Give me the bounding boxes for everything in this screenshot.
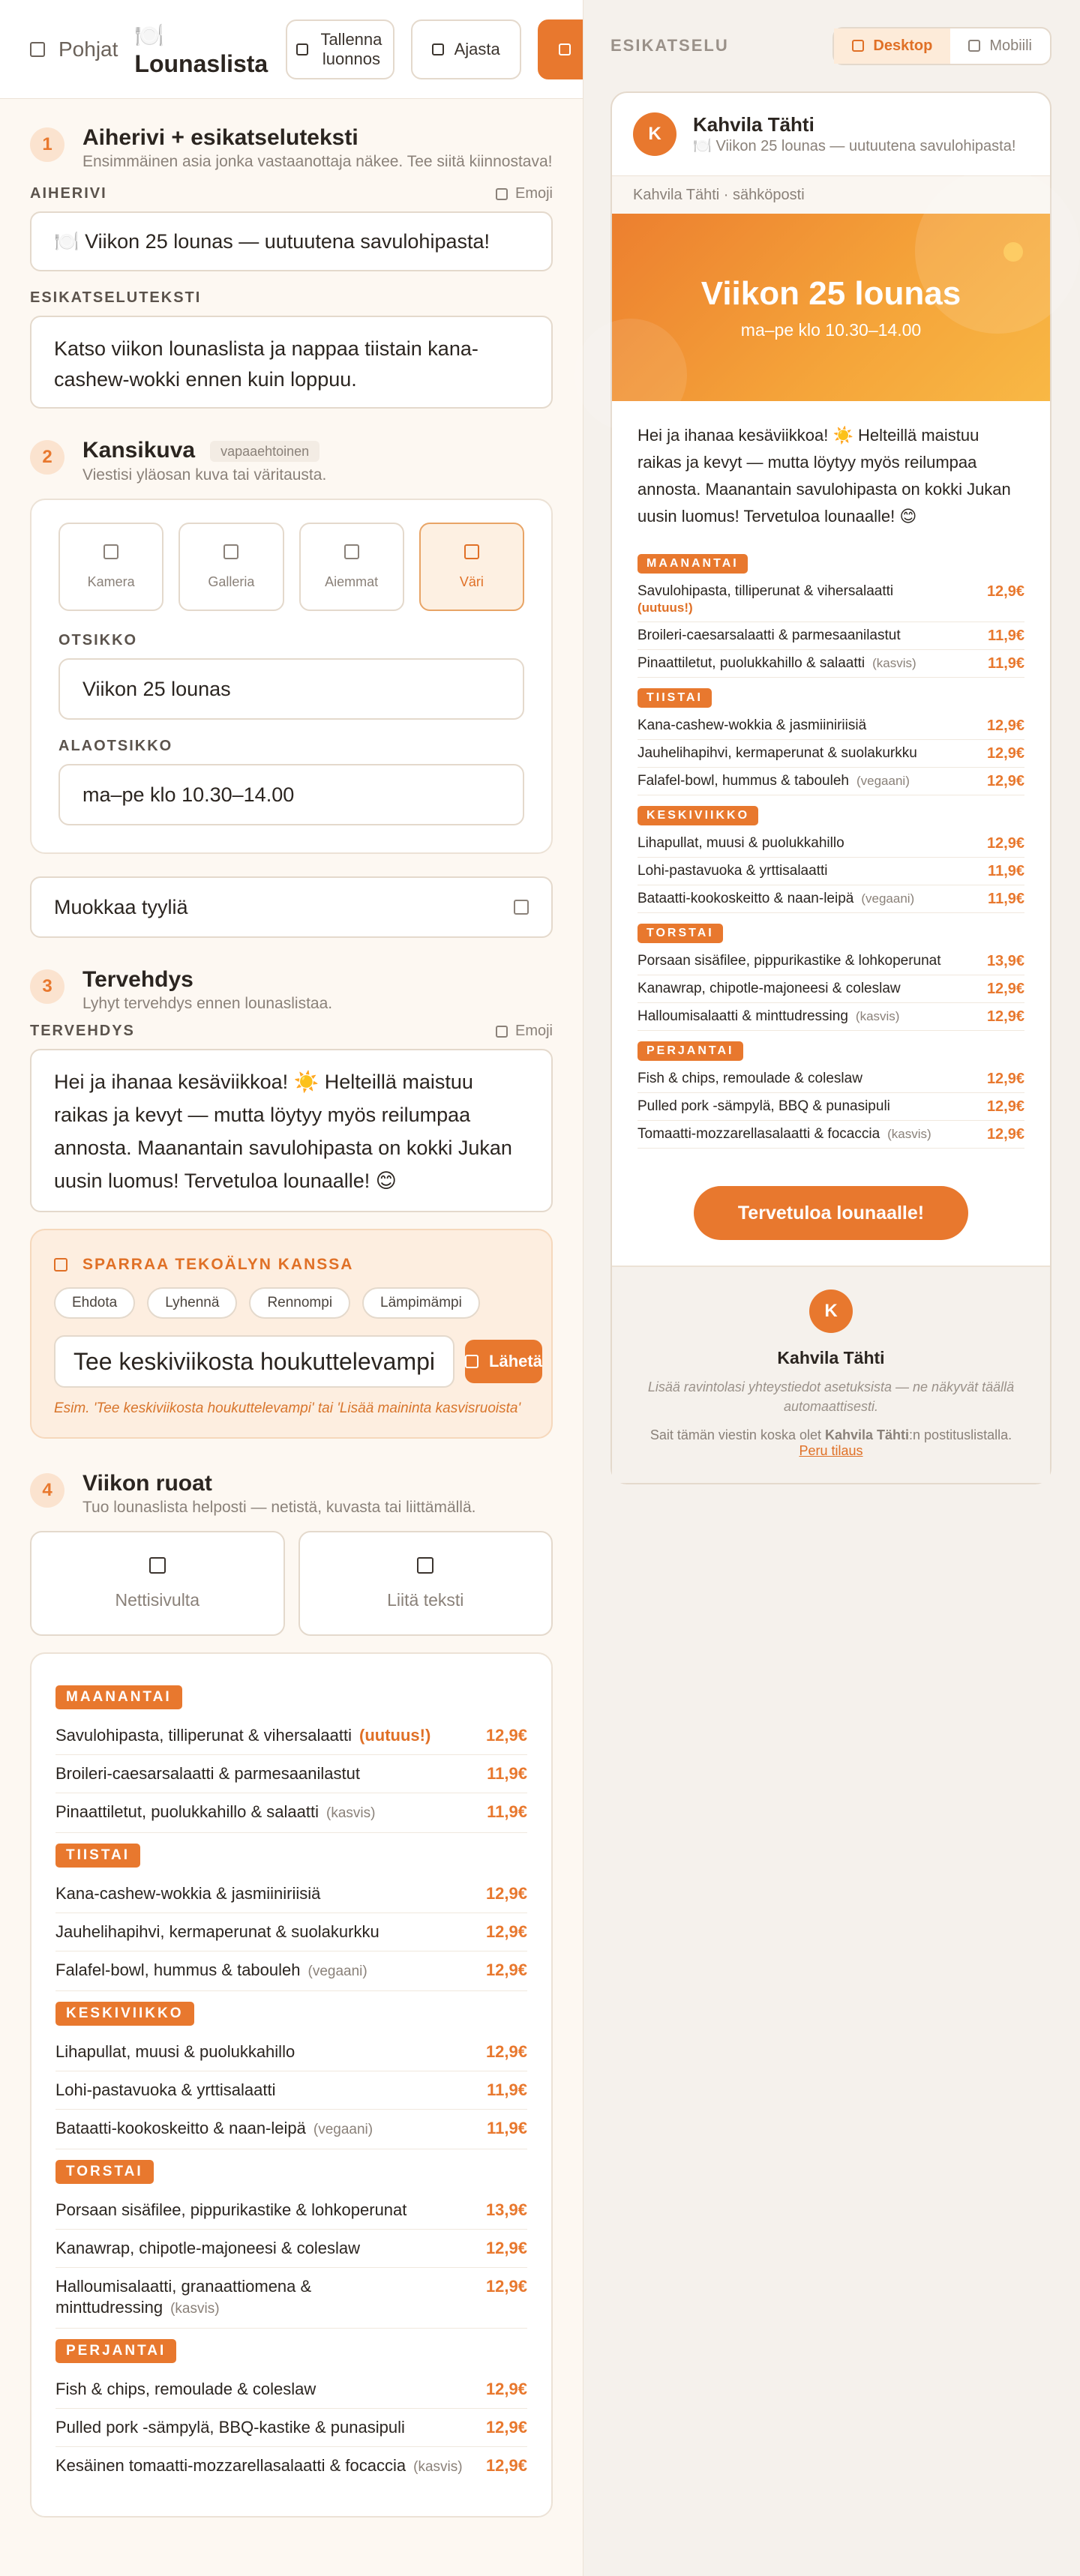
menu-item-text (56, 2041, 295, 2062)
diet-tag: (kasvis) (872, 656, 916, 670)
menu-item (638, 858, 1024, 885)
import-web-button[interactable] (30, 1531, 285, 1636)
import-web-label: Nettisivulta (115, 1589, 200, 1610)
menu-item-text (638, 717, 866, 734)
menu-item-price: 12,9€ (986, 1098, 1024, 1115)
menu-item-name: Kana-cashew-wokkia & jasmiiniriisiä (56, 1884, 321, 1904)
menu-item-text (56, 2455, 463, 2478)
menu-item (638, 948, 1024, 975)
menu-item-text (56, 2080, 276, 2101)
menu-item[interactable] (56, 2191, 527, 2230)
ai-chip-warmer[interactable]: Lämpimämpi (362, 1287, 480, 1319)
save-draft-button[interactable] (286, 19, 394, 79)
send-button[interactable] (538, 19, 583, 79)
preheader-input[interactable]: Katso viikon lounaslista ja nappaa tiistain kana-cashew-wokki ennen kuin loppuu. (30, 316, 553, 409)
menu-item[interactable] (56, 1875, 527, 1913)
back-label: Pohjat (58, 37, 118, 61)
gallery-icon (224, 544, 238, 559)
menu-item[interactable] (56, 1755, 527, 1793)
emoji-label: Emoji (514, 1023, 553, 1040)
menu-item-price: 12,9€ (986, 1126, 1024, 1143)
edit-style-button[interactable] (30, 876, 553, 938)
paste-icon (417, 1557, 434, 1574)
hero-subtitle: ma–pe klo 10.30–14.00 (740, 319, 922, 340)
menu-item-text (638, 863, 827, 879)
menu-item[interactable] (56, 1951, 527, 1991)
day-badge: PERJANTAI (638, 1041, 743, 1061)
menu-item (638, 768, 1024, 795)
menu-item-price: 12,9€ (986, 745, 1024, 762)
menu-item-text (56, 1802, 375, 1824)
menu-item-price: 12,9€ (986, 835, 1024, 852)
email-body (612, 401, 1050, 1266)
menu-item-name: Kana-cashew-wokkia & jasmiiniriisiä (638, 717, 867, 733)
menu-item-price: 11,9€ (988, 655, 1024, 672)
menu-item-price: 12,9€ (485, 2418, 527, 2437)
menu-item-text (56, 2417, 405, 2438)
menu-item-name: Savulohipasta, tilliperunat & vihersalaatti (56, 1726, 352, 1745)
menu-item-price: 12,9€ (986, 773, 1024, 789)
menu-import-tiles (30, 1531, 553, 1636)
menu-item-name: Fish & chips, remoulade & coleslaw (638, 1071, 862, 1086)
emoji-icon (496, 188, 508, 200)
menu-item-name: Pulled pork -sämpylä, BBQ & punasipuli (638, 1098, 890, 1114)
menu-item[interactable] (56, 2268, 527, 2329)
menu-item (638, 740, 1024, 768)
menu-item-price: 12,9€ (485, 2042, 527, 2062)
color-icon (464, 544, 479, 559)
menu-item-price: 11,9€ (487, 1802, 527, 1822)
greeting-label-row (30, 1023, 553, 1040)
menu-item-price: 13,9€ (485, 2200, 527, 2220)
footer-note: Lisää ravintolasi yhteystiedot asetuksista — ne näkyvät täällä automaattisesti. (647, 1379, 1015, 1414)
import-paste-button[interactable] (298, 1531, 554, 1636)
ai-assist-title: SPARRAA TEKOÄLYN KANSSA (82, 1256, 354, 1274)
menu-item-price: 12,9€ (485, 1922, 527, 1942)
footer-name: Kahvila Tähti (777, 1348, 885, 1367)
menu-item-text (56, 2238, 360, 2259)
menu-item[interactable] (56, 2230, 527, 2268)
edit-style-label: Muokkaa tyyliä (54, 895, 188, 918)
send-icon (559, 43, 571, 55)
ai-prompt-input[interactable]: Tee keskiviikosta houkuttelevampi (54, 1335, 454, 1388)
section-number: 3 (30, 969, 64, 1004)
top-bar (0, 0, 583, 99)
cover-color-tile[interactable] (419, 523, 524, 611)
tile-label: Kamera (87, 574, 135, 589)
section-number: 1 (30, 127, 64, 162)
menu-item-name: Lohi-pastavuoka & yrttisalaatti (56, 2080, 276, 2100)
history-icon (344, 544, 359, 559)
footer-sub-post: :n postituslistalla. (909, 1427, 1012, 1442)
back-icon (30, 42, 45, 57)
section-number: 2 (30, 440, 64, 475)
menu-item-name: Bataatti-kookoskeitto & naan-leipä (638, 891, 854, 906)
desktop-icon (852, 40, 864, 52)
cover-camera-tile[interactable] (58, 523, 164, 611)
section-subject-header (30, 124, 553, 172)
menu-item-price: 11,9€ (988, 628, 1024, 644)
menu-item-price: 12,9€ (485, 2380, 527, 2399)
desktop-toggle[interactable] (834, 28, 950, 64)
menu-item[interactable] (56, 2033, 527, 2071)
back-to-templates-button[interactable] (30, 37, 118, 61)
menu-item-price: 12,9€ (485, 1726, 527, 1745)
cta-button[interactable]: Tervetuloa lounaalle! (694, 1186, 968, 1240)
menu-item-text (638, 1071, 862, 1087)
schedule-label: Ajasta (454, 39, 500, 58)
menu-item-name: Halloumisalaatti, granaattiomena & minttudressing (56, 2277, 312, 2317)
footer-sub-name: Kahvila Tähti (825, 1427, 910, 1442)
cover-gallery-tile[interactable] (178, 523, 284, 611)
menu-item-text (56, 1960, 368, 1982)
day-badge: PERJANTAI (56, 2339, 176, 2363)
menu-item-name: Kanawrap, chipotle-majoneesi & coleslaw (56, 2239, 360, 2258)
day-badge: TIISTAI (56, 1844, 140, 1868)
menu-item-text (638, 891, 914, 907)
calendar-icon (432, 43, 444, 55)
subject-label: AIHERIVI (30, 185, 107, 202)
menu-item-text (56, 2200, 406, 2221)
menu-item-name: Pinaattiletut, puolukkahillo & salaatti (638, 655, 866, 671)
menu-item (638, 1065, 1024, 1093)
menu-item-price: 12,9€ (485, 2456, 527, 2476)
menu-item-name: Kesäinen tomaatti-mozzarellasalaatti & focaccia (56, 2456, 406, 2476)
day-badge: MAANANTAI (56, 1685, 182, 1709)
menu-item-name: Lihapullat, muusi & puolukkahillo (56, 2042, 296, 2062)
greeting-textarea[interactable]: Hei ja ihanaa kesäviikkoa! ☀️ Helteillä maistuu raikas ja kevyt — mutta löytyy myös reilumpaa annosta. Maanantain savulohipasta on kokki Jukan uusin luomus! Tervetuloa lounaalle! 😊 (30, 1049, 553, 1212)
menu-item-price: 12,9€ (986, 583, 1024, 600)
menu-editor-card (30, 1652, 553, 2518)
day-badge: KESKIVIIKKO (638, 806, 758, 825)
menu-item-price: 12,9€ (986, 981, 1024, 997)
footer-subscription-text (642, 1427, 1020, 1443)
day-badge: KESKIVIIKKO (56, 2002, 194, 2026)
menu-item-name: Falafel-bowl, hummus & tabouleh (638, 773, 849, 789)
menu-item[interactable] (56, 2110, 527, 2149)
sparkle-icon (54, 1258, 68, 1272)
menu-item (638, 650, 1024, 678)
menu-item-name: Tomaatti-mozzarellasalaatti & focaccia (638, 1126, 880, 1142)
diet-tag: (vegaani) (861, 891, 915, 906)
ai-assist-panel (30, 1229, 553, 1439)
send-icon (465, 1355, 478, 1368)
menu-item-text (56, 1883, 320, 1904)
diet-tag: (kasvis) (855, 1009, 900, 1023)
menu-item-price: 12,9€ (986, 717, 1024, 734)
avatar: K (633, 112, 676, 156)
menu-item-name: Pinaattiletut, puolukkahillo & salaatti (56, 1802, 319, 1822)
menu-item[interactable] (56, 2447, 527, 2486)
menu-item-text (56, 1763, 360, 1784)
email-greeting: Hei ja ihanaa kesäviikkoa! ☀️ Helteillä maistuu raikas ja kevyt — mutta löytyy myös reilumpaa annosta. Maanantain savulohipasta on kokki Jukan uusin luomus! Tervetuloa lounaalle! 😊 (638, 426, 1011, 526)
emoji-icon (496, 1026, 508, 1038)
menu-item-text (56, 1922, 380, 1942)
email-subject: 🍽️ Viikon 25 lounas — uutuutena savulohipasta! (693, 138, 1016, 154)
preheader-label-row (30, 289, 553, 307)
tile-label: Aiemmat (325, 574, 379, 589)
menu-item-price: 12,9€ (986, 1071, 1024, 1087)
menu-item-text (638, 981, 901, 997)
globe-icon (149, 1557, 166, 1574)
section-subtitle: Viestisi yläosan kuva tai väritausta. (82, 466, 327, 484)
ai-chip-suggest[interactable]: Ehdota (54, 1287, 135, 1319)
menu-item-price: 12,9€ (485, 1884, 527, 1904)
cover-subtitle-label: ALAOTSIKKO (58, 738, 173, 755)
desktop-label: Desktop (873, 37, 933, 54)
schedule-button[interactable] (411, 19, 521, 79)
menu-item-price: 12,9€ (485, 1960, 527, 1980)
menu-item (638, 885, 1024, 913)
day-badge: MAANANTAI (638, 554, 748, 574)
cover-subtitle-input[interactable]: ma–pe klo 10.30–14.00 (58, 764, 524, 825)
menu-item-text (638, 953, 941, 969)
menu-item[interactable] (56, 1913, 527, 1951)
preview-header (610, 0, 1052, 91)
style-icon (514, 900, 529, 915)
menu-item-text (56, 2379, 316, 2400)
menu-item (638, 712, 1024, 740)
diet-tag: (vegaani) (856, 774, 910, 788)
menu-item-name: Porsaan sisäfilee, pippurikastike & lohkoperunat (638, 953, 941, 969)
greeting-emoji-button[interactable] (496, 1023, 553, 1040)
menu-item-text (638, 1126, 932, 1143)
menu-item-price: 11,9€ (487, 2119, 527, 2138)
ai-send-button[interactable] (465, 1340, 542, 1383)
section-title: Aiherivi + esikatseluteksti (82, 125, 358, 150)
menu-item-price: 13,9€ (986, 953, 1024, 969)
menu-item-name: Broileri-caesarsalaatti & parmesaanilastut (56, 1764, 360, 1784)
menu-item-price: 12,9€ (986, 1008, 1024, 1025)
day-badge: TIISTAI (638, 688, 712, 708)
menu-item-name: Jauhelihapihvi, kermaperunat & suolakurkku (56, 1922, 380, 1942)
menu-item (638, 1121, 1024, 1149)
menu-item (638, 975, 1024, 1003)
diet-tag: (kasvis) (413, 2459, 463, 2476)
menu-item-text (638, 583, 893, 616)
footer-avatar: K (809, 1289, 853, 1333)
emoji-label: Emoji (514, 185, 553, 202)
menu-item-name: Pulled pork -sämpylä, BBQ-kastike & punasipuli (56, 2418, 405, 2437)
menu-item-name: Jauhelihapihvi, kermaperunat & suolakurkku (638, 745, 917, 761)
camera-icon (104, 544, 118, 559)
menu-item-text (638, 1008, 899, 1025)
menu-item-text (638, 745, 917, 762)
menu-item-name: Lohi-pastavuoka & yrttisalaatti (638, 863, 828, 879)
menu-item (638, 1093, 1024, 1121)
email-hero (612, 214, 1050, 401)
title-text: Lounaslista (134, 49, 268, 77)
day-badge: TORSTAI (638, 924, 723, 943)
subject-field-label-row (30, 185, 553, 202)
day-badge: TORSTAI (56, 2160, 154, 2184)
cover-title-label: OTSIKKO (58, 632, 138, 649)
email-sender: Kahvila Tähti (693, 113, 814, 136)
menu-item-text (56, 2276, 474, 2320)
menu-item-text (638, 773, 910, 789)
menu-item[interactable] (56, 2409, 527, 2447)
footer-sub-pre: Sait tämän viestin koska olet (650, 1427, 825, 1442)
cover-source-tiles (58, 523, 524, 611)
menu-item-name: Bataatti-kookoskeitto & naan-leipä (56, 2119, 306, 2138)
email-meta: Kahvila Tähti · sähköposti (612, 176, 1050, 214)
menu-item-name: Fish & chips, remoulade & coleslaw (56, 2380, 316, 2399)
ai-chips (54, 1287, 529, 1319)
mobile-label: Mobiili (989, 37, 1032, 54)
section-number: 4 (30, 1473, 64, 1508)
greeting-label: TERVEHDYS (30, 1023, 135, 1040)
device-toggle (832, 27, 1052, 65)
menu-item-price: 12,9€ (485, 2239, 527, 2258)
menu-item-price: 11,9€ (487, 1764, 527, 1784)
save-draft-label: Tallenna luonnos (320, 29, 382, 68)
menu-item-price: 11,9€ (988, 863, 1024, 879)
email-header (612, 93, 1050, 176)
diet-tag: (kasvis) (887, 1127, 932, 1141)
new-tag: (uutuus!) (359, 1726, 431, 1745)
menu-item[interactable] (56, 2071, 527, 2110)
menu-item-text (638, 1098, 890, 1115)
menu-item-text (638, 835, 844, 852)
menu-item (638, 1003, 1024, 1031)
cover-history-tile[interactable] (299, 523, 404, 611)
menu-item (638, 622, 1024, 650)
section-cover-header (30, 437, 553, 485)
subject-emoji-button[interactable] (496, 185, 553, 202)
page-title (134, 21, 268, 78)
ai-assist-header (54, 1256, 529, 1274)
section-title: Tervehdys (82, 967, 194, 993)
diet-tag: (kasvis) (326, 1805, 376, 1822)
sun-icon (1004, 242, 1023, 262)
section-title: Viikon ruoat (82, 1471, 212, 1496)
ai-chip-shorten[interactable]: Lyhennä (147, 1287, 237, 1319)
preheader-label: ESIKATSELUTEKSTI (30, 289, 202, 306)
menu-item-name: Savulohipasta, tilliperunat & vihersalaatti (638, 583, 894, 599)
optional-badge: vapaaehtoinen (210, 441, 320, 462)
ai-input-row (54, 1335, 542, 1388)
cover-card (30, 499, 553, 854)
menu-item[interactable] (56, 1793, 527, 1833)
email-footer (612, 1266, 1050, 1483)
menu-item-text (638, 655, 916, 672)
menu-item-price: 11,9€ (487, 2080, 527, 2100)
menu-item[interactable] (56, 2371, 527, 2409)
ai-send-label: Lähetä (489, 1352, 542, 1371)
menu-item-name: Falafel-bowl, hummus & tabouleh (56, 1960, 301, 1980)
menu-item-text (56, 2118, 373, 2140)
section-subtitle: Tuo lounaslista helposti — netistä, kuvasta tai liittämällä. (82, 1499, 476, 1517)
menu-item-text (56, 1725, 430, 1746)
import-paste-label: Liitä teksti (387, 1589, 464, 1610)
menu-item[interactable] (56, 1717, 527, 1755)
mobile-icon (968, 40, 980, 52)
cover-title-input[interactable]: Viikon 25 lounas (58, 658, 524, 720)
section-greeting-header (30, 966, 553, 1014)
ai-hint: Esim. 'Tee keskiviikosta houkuttelevampi' tai 'Lisää maininta kasvisruoista' (54, 1400, 521, 1417)
save-icon (296, 43, 308, 55)
diet-tag: (vegaani) (308, 1963, 368, 1980)
ai-chip-casual[interactable]: Rennompi (249, 1287, 350, 1319)
section-title: Kansikuva (82, 438, 196, 463)
section-subtitle: Lyhyt tervehdys ennen lounaslistaa. (82, 995, 333, 1013)
hero-title: Viikon 25 lounas (700, 274, 962, 312)
email-preview (610, 91, 1052, 1484)
tile-label: Galleria (208, 574, 255, 589)
menu-item-name: Lihapullat, muusi & puolukkahillo (638, 835, 844, 851)
preview-panel (584, 0, 1080, 2576)
menu-item-name: Kanawrap, chipotle-majoneesi & coleslaw (638, 981, 901, 996)
title-emoji: 🍽️ (134, 21, 165, 49)
new-tag: (uutuus!) (638, 601, 693, 615)
menu-item-name: Halloumisalaatti & minttudressing (638, 1008, 848, 1024)
unsubscribe-link[interactable]: Peru tilaus (799, 1443, 863, 1458)
email-menu (638, 544, 1024, 1149)
diet-tag: (kasvis) (170, 2301, 220, 2317)
mobile-toggle[interactable] (950, 28, 1050, 64)
subject-input[interactable]: 🍽️ Viikon 25 lounas — uutuutena savulohipasta! (30, 211, 553, 271)
preview-title: ESIKATSELU (610, 36, 729, 55)
diet-tag: (vegaani) (313, 2122, 374, 2138)
menu-item (638, 830, 1024, 858)
menu-item-price: 11,9€ (988, 891, 1024, 907)
menu-item-name: Broileri-caesarsalaatti & parmesaanilastut (638, 628, 901, 643)
menu-item-name: Porsaan sisäfilee, pippurikastike & lohkoperunat (56, 2200, 407, 2220)
section-menu-header (30, 1470, 553, 1517)
menu-item (638, 578, 1024, 622)
editor-content (0, 99, 583, 2518)
tile-label: Väri (459, 574, 484, 589)
hero-decor-circle (574, 319, 687, 431)
menu-item-text (638, 628, 901, 644)
menu-item-price: 12,9€ (485, 2277, 527, 2296)
section-subtitle: Ensimmäinen asia jonka vastaanottaja näkee. Tee siitä kiinnostava! (82, 153, 553, 170)
